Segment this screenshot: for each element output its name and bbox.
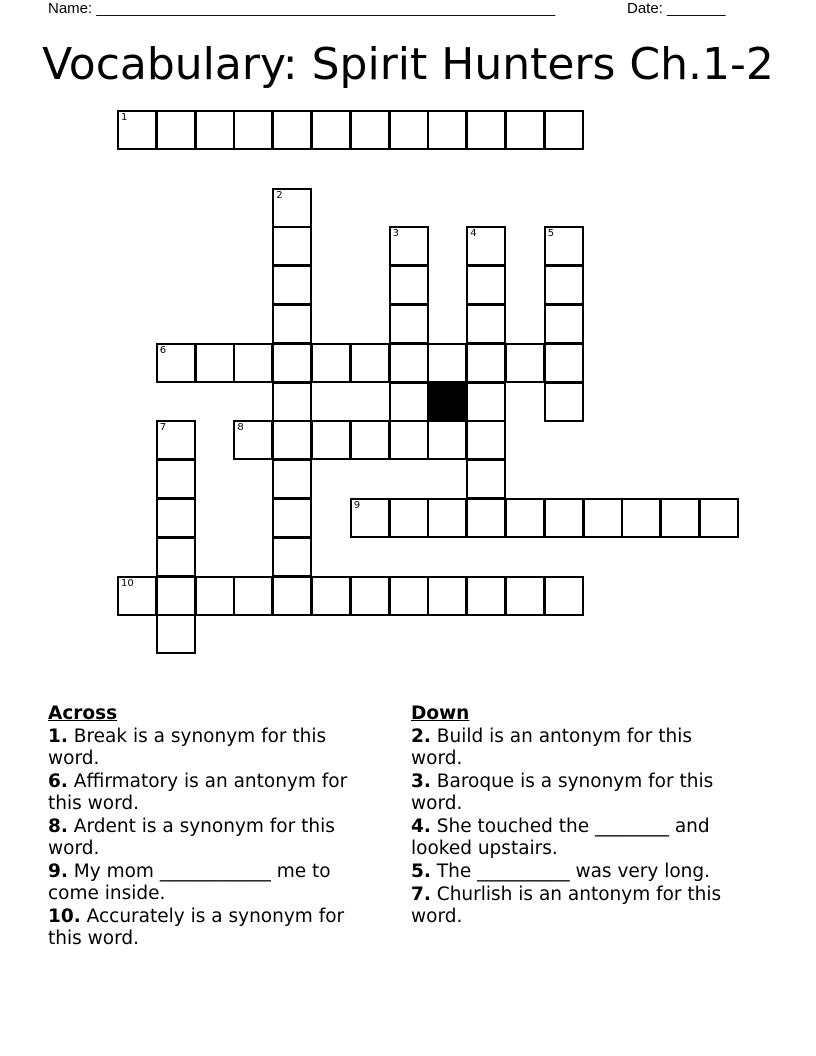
grid-cell[interactable] (156, 498, 196, 538)
clue-text: Churlish is an antonym for this word. (411, 884, 722, 927)
grid-cell[interactable] (660, 498, 700, 538)
grid-cell[interactable] (544, 265, 584, 305)
down-heading: Down (411, 703, 470, 724)
cell-number: 1 (121, 112, 128, 123)
grid-cell[interactable] (427, 343, 467, 383)
grid-cell[interactable] (272, 576, 312, 616)
grid-cell[interactable] (350, 343, 390, 383)
clue-down-4 (411, 816, 741, 860)
grid-cell[interactable] (621, 498, 661, 538)
date-field: Date: _______ (627, 0, 726, 17)
grid-cell[interactable] (272, 304, 312, 344)
cell-number: 8 (237, 422, 244, 434)
clue-across-10 (48, 906, 378, 950)
blocked-cell (427, 382, 467, 422)
cell-number: 6 (159, 344, 167, 356)
grid-cell[interactable] (389, 304, 429, 344)
clue-number: 7. (411, 884, 431, 905)
grid-cell[interactable] (544, 576, 584, 616)
grid-cell[interactable] (117, 110, 157, 150)
grid-cell[interactable] (505, 110, 545, 150)
grid-cell[interactable] (505, 576, 545, 616)
clue-number: 5. (411, 861, 431, 882)
clue-number: 2. (411, 726, 431, 747)
grid-cell[interactable] (311, 343, 351, 383)
clue-text: Break is a synonym for this word. (48, 726, 327, 769)
grid-cell[interactable] (233, 420, 273, 460)
grid-cell[interactable] (466, 226, 506, 266)
grid-cell[interactable] (311, 576, 351, 616)
grid-cell[interactable] (389, 265, 429, 305)
grid-cell[interactable] (389, 226, 429, 266)
clue-number: 9. (48, 861, 68, 882)
across-heading: Across (48, 703, 118, 724)
grid-cell[interactable] (389, 576, 429, 616)
grid-cell[interactable] (389, 110, 429, 150)
clue-text: Accurately is a synonym for this word. (48, 906, 345, 949)
grid-cell[interactable] (233, 343, 273, 383)
grid-cell[interactable] (272, 459, 312, 499)
grid-cell[interactable] (195, 110, 235, 150)
clue-across-8 (48, 816, 378, 860)
clue-down-5 (411, 861, 741, 883)
grid-cell[interactable] (427, 420, 467, 460)
name-field: Name: _______________________________________________________ (48, 0, 556, 17)
grid-cell[interactable] (272, 226, 312, 266)
grid-cell[interactable] (427, 110, 467, 150)
clue-text: Baroque is a synonym for this word. (411, 771, 714, 814)
grid-cell[interactable] (466, 420, 506, 460)
clue-text: The __________ was very long. (430, 861, 711, 882)
grid-cell[interactable] (195, 576, 235, 616)
grid-cell[interactable] (544, 498, 584, 538)
grid-cell[interactable] (427, 576, 467, 616)
across-clues (48, 703, 378, 951)
grid-cell[interactable] (233, 576, 273, 616)
clue-number: 8. (48, 816, 68, 837)
grid-cell[interactable] (272, 498, 312, 538)
grid-cell[interactable] (466, 382, 506, 422)
grid-cell[interactable] (505, 343, 545, 383)
clue-down-7 (411, 884, 741, 928)
grid-cell[interactable] (156, 420, 196, 460)
clue-across-9 (48, 861, 378, 905)
clue-number: 4. (411, 816, 431, 837)
grid-cell[interactable] (350, 498, 390, 538)
clue-down-2 (411, 726, 741, 770)
cell-number: 9 (353, 500, 361, 511)
cell-number: 10 (121, 577, 134, 589)
clue-number: 6. (48, 771, 68, 792)
grid-cell[interactable] (505, 498, 545, 538)
cell-number: 4 (470, 228, 477, 240)
grid-cell[interactable] (389, 420, 429, 460)
cell-number: 5 (547, 228, 555, 240)
cell-number: 3 (392, 228, 399, 240)
grid-cell[interactable] (466, 110, 506, 150)
grid-cell[interactable] (272, 382, 312, 422)
clue-number: 3. (411, 771, 431, 792)
grid-cell[interactable] (311, 110, 351, 150)
cell-number: 7 (159, 422, 167, 434)
grid-cell[interactable] (233, 110, 273, 150)
grid-cell[interactable] (272, 188, 312, 228)
grid-cell[interactable] (389, 498, 429, 538)
cell-number: 2 (276, 189, 283, 201)
grid-cell[interactable] (466, 343, 506, 383)
grid-cell[interactable] (389, 343, 429, 383)
grid-cell[interactable] (466, 304, 506, 344)
grid-cell[interactable] (156, 459, 196, 499)
grid-cell[interactable] (699, 498, 739, 538)
grid-cell[interactable] (466, 265, 506, 305)
down-clues (411, 703, 741, 929)
grid-cell[interactable] (466, 576, 506, 616)
clue-text: My mom ____________ me to come inside. (48, 861, 331, 904)
grid-cell[interactable] (272, 110, 312, 150)
grid-cell[interactable] (272, 537, 312, 577)
clue-text: She touched the ________ and looked upstairs. (411, 816, 710, 859)
grid-cell[interactable] (466, 459, 506, 499)
grid-cell[interactable] (311, 420, 351, 460)
grid-cell[interactable] (350, 110, 390, 150)
grid-cell[interactable] (156, 614, 196, 654)
grid-cell[interactable] (156, 343, 196, 383)
grid-cell[interactable] (156, 537, 196, 577)
grid-cell[interactable] (466, 498, 506, 538)
clue-text: Ardent is a synonym for this word. (48, 816, 335, 859)
grid-cell[interactable] (544, 382, 584, 422)
grid-cell[interactable] (350, 576, 390, 616)
grid-cell[interactable] (544, 226, 584, 266)
grid-cell[interactable] (544, 110, 584, 150)
grid-cell[interactable] (272, 420, 312, 460)
grid-cell[interactable] (389, 382, 429, 422)
clue-text: Build is an antonym for this word. (411, 726, 692, 769)
clue-number: 10. (48, 906, 81, 927)
clue-across-6 (48, 771, 378, 815)
grid-cell[interactable] (195, 343, 235, 383)
grid-cell[interactable] (544, 304, 584, 344)
grid-cell[interactable] (156, 110, 196, 150)
worksheet-title: Vocabulary: Spirit Hunters Ch.1-2 (42, 39, 774, 90)
grid-cell[interactable] (117, 576, 157, 616)
clue-number: 1. (48, 726, 68, 747)
grid-cell[interactable] (583, 498, 623, 538)
grid-cell[interactable] (156, 576, 196, 616)
grid-cell[interactable] (544, 343, 584, 383)
grid-cell[interactable] (427, 498, 467, 538)
clue-across-1 (48, 726, 378, 770)
grid-cell[interactable] (350, 420, 390, 460)
grid-cell[interactable] (272, 343, 312, 383)
grid-cell[interactable] (272, 265, 312, 305)
clue-down-3 (411, 771, 741, 815)
clue-text: Affirmatory is an antonym for this word. (48, 771, 348, 814)
